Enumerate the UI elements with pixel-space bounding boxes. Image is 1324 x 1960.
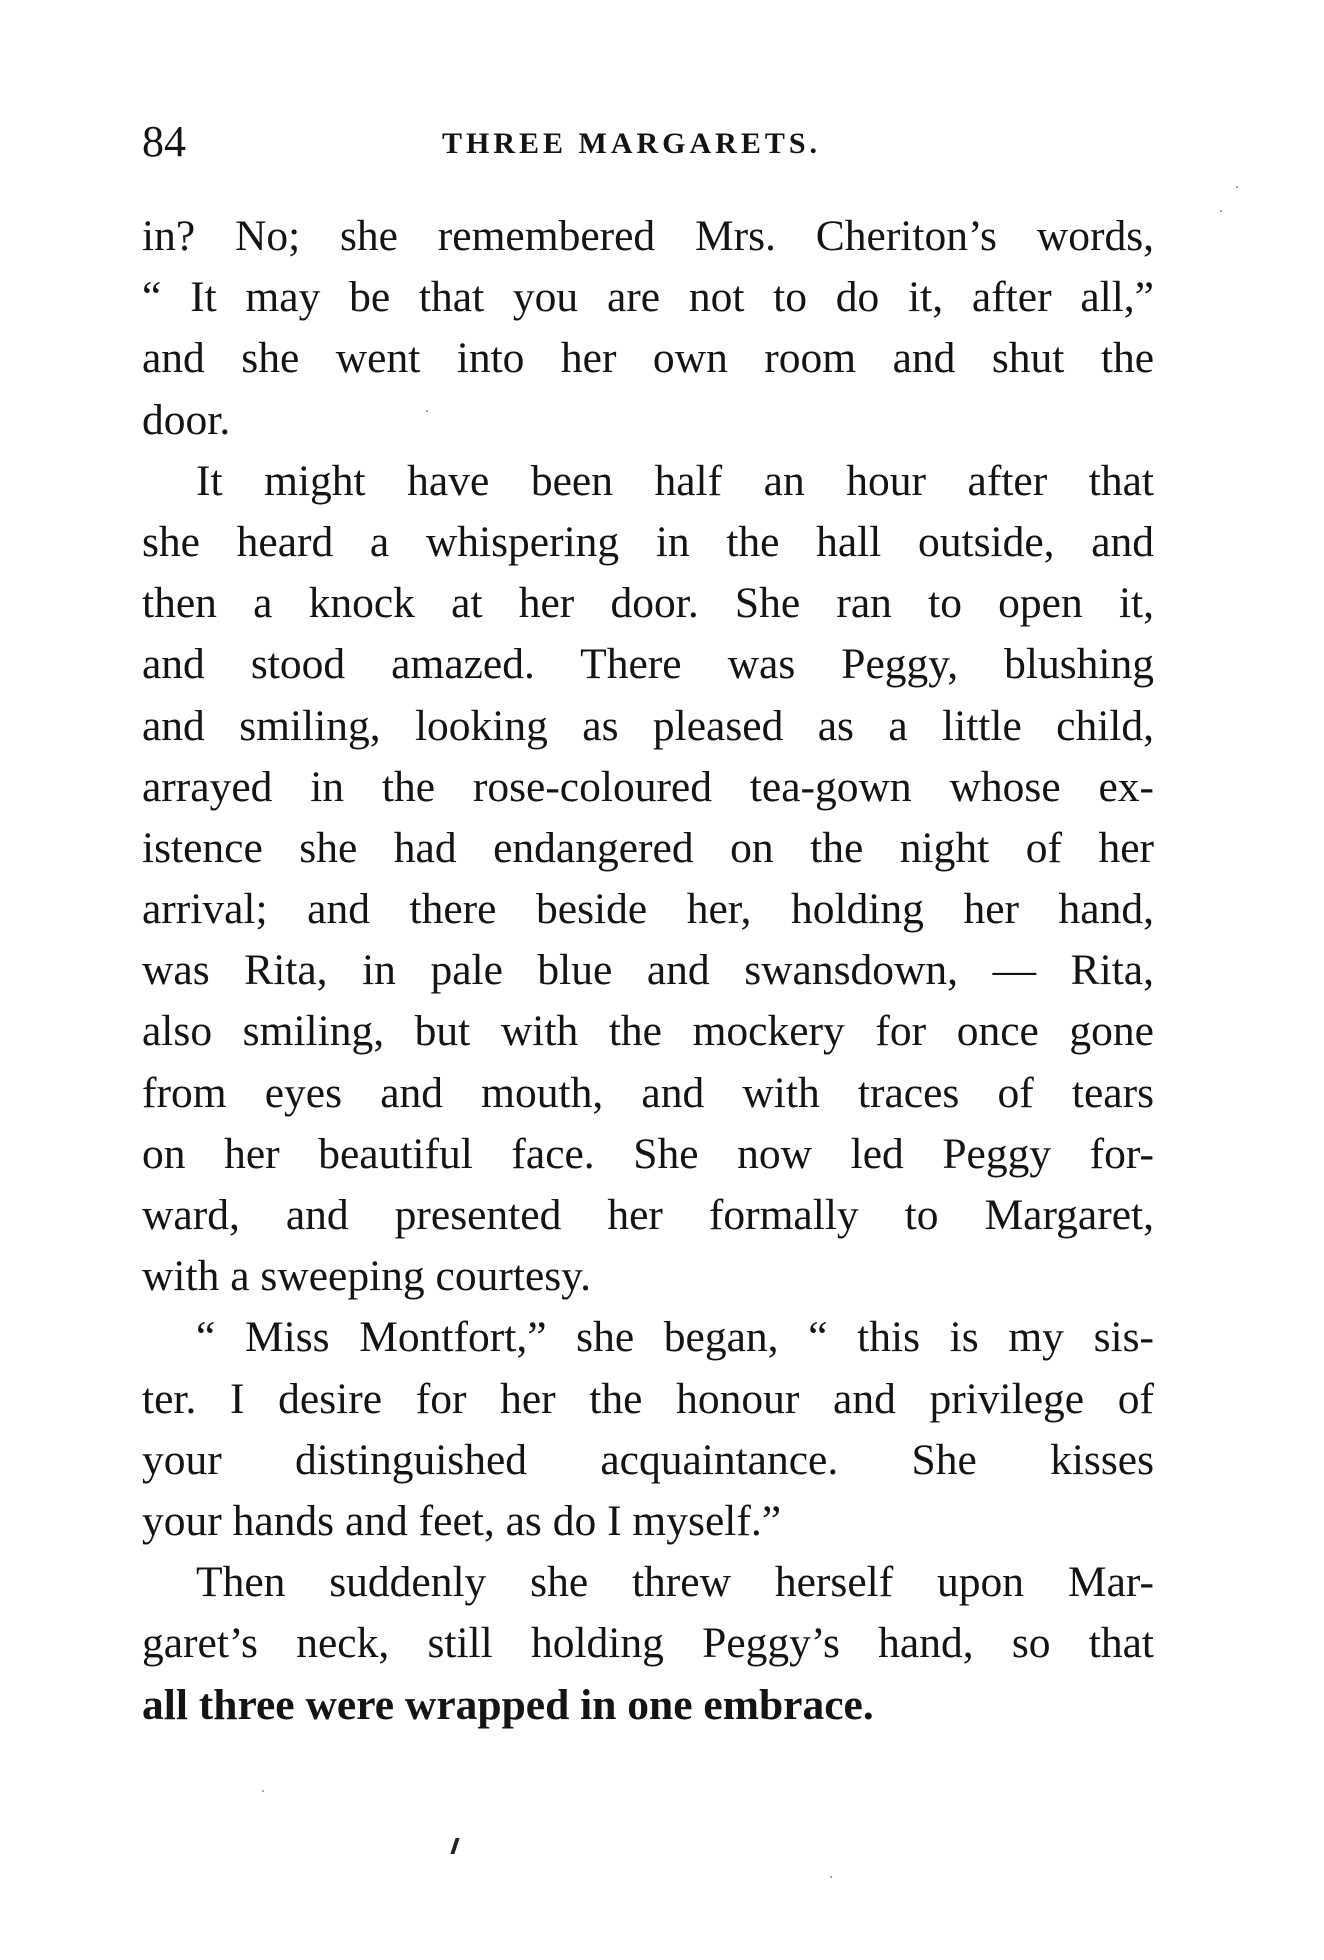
text-line: door.: [142, 395, 231, 444]
paper-speck: [262, 1790, 264, 1792]
text-line: istence she had endangered on the night of her: [142, 823, 1154, 872]
text-line: It might have been half an hour after that: [196, 456, 1154, 505]
text-line: “ Miss Montfort,” she began, “ this is my sis-: [196, 1313, 1154, 1362]
text-line: in? No; she remembered Mrs. Cheriton’s words,: [142, 212, 1154, 260]
running-title: THREE MARGARETS.: [442, 127, 822, 160]
text-line: and smiling, looking as pleased as a little child,: [142, 701, 1154, 750]
text-line: garet’s neck, still holding Peggy’s hand, so that: [142, 1619, 1154, 1668]
paper-speck: [830, 1876, 832, 1878]
text-line: with a sweeping courtesy.: [142, 1252, 591, 1301]
text-line: your distinguished acquaintance. She kisses: [142, 1435, 1154, 1484]
paper-speck: [426, 410, 428, 412]
text-line: all three were wrapped in one embrace.: [142, 1680, 874, 1729]
text-line: Then suddenly she threw herself upon Mar-: [196, 1558, 1154, 1607]
running-head: [142, 112, 1152, 172]
text-line: from eyes and mouth, and with traces of tears: [142, 1068, 1154, 1117]
text-line: she heard a whispering in the hall outside, and: [142, 517, 1154, 566]
text-line: also smiling, but with the mockery for once gone: [142, 1007, 1154, 1056]
paper-speck: [1220, 210, 1222, 212]
text-line: and stood amazed. There was Peggy, blushing: [142, 640, 1154, 689]
text-line: ward, and presented her formally to Margaret,: [142, 1191, 1154, 1239]
text-line: your hands and feet, as do I myself.”: [142, 1496, 782, 1545]
stray-ink-mark: [450, 1838, 459, 1854]
text-line: ter. I desire for her the honour and privilege of: [142, 1374, 1154, 1423]
text-line: was Rita, in pale blue and swansdown, — Rita,: [142, 946, 1154, 995]
page-number: 84: [142, 117, 186, 166]
text-line: arrival; and there beside her, holding her hand,: [142, 885, 1154, 934]
text-line: “ It may be that you are not to do it, after all,”: [142, 273, 1154, 322]
text-line: and she went into her own room and shut the: [142, 334, 1154, 383]
body-text: [142, 206, 1154, 1736]
text-line: arrayed in the rose-coloured tea-gown whose ex-: [142, 762, 1154, 811]
text-line: on her beautiful face. She now led Peggy for-: [142, 1129, 1154, 1178]
text-line: then a knock at her door. She ran to open it,: [142, 579, 1154, 628]
paper-speck: [1236, 186, 1238, 188]
